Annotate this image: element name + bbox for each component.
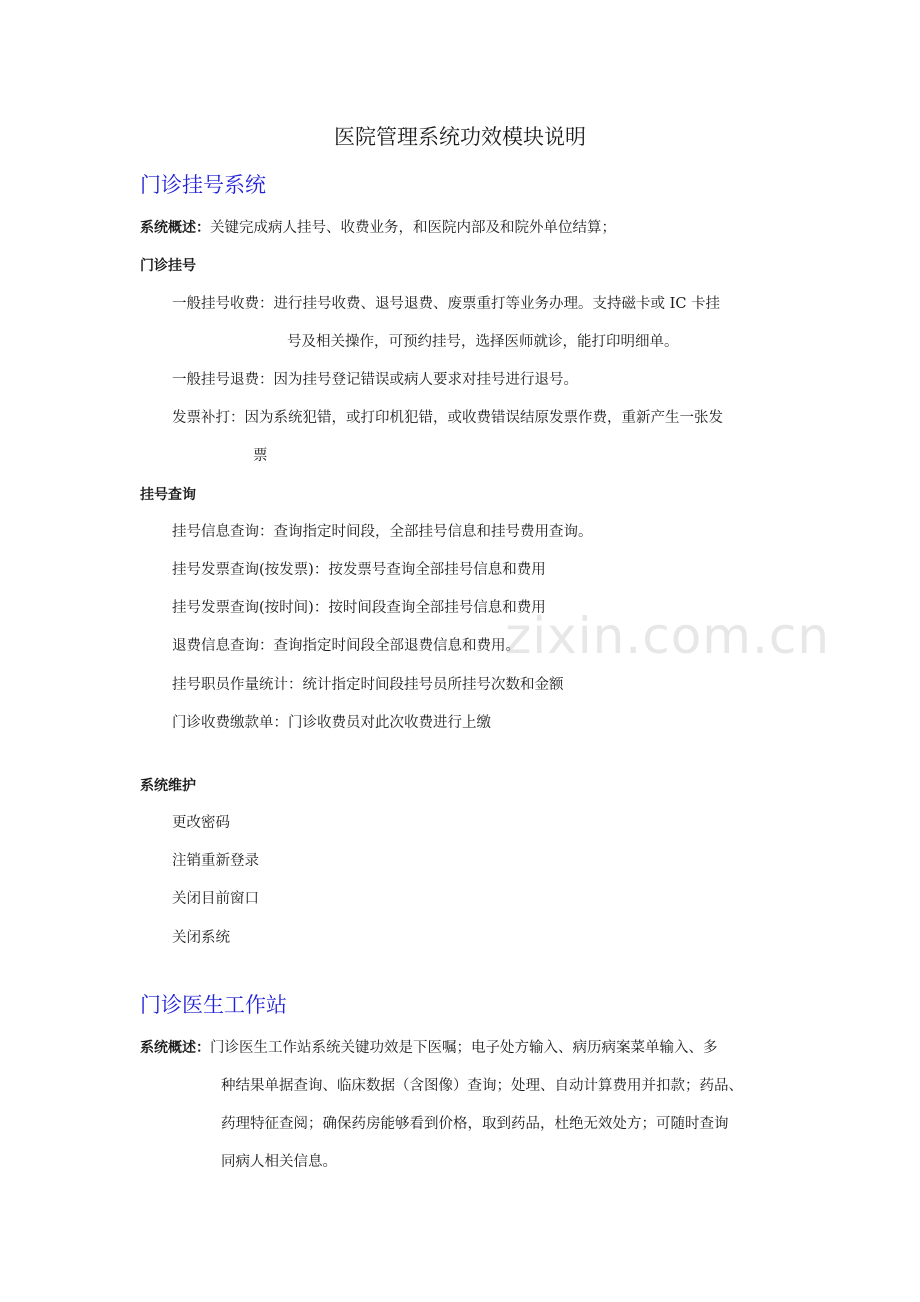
overview-paragraph — [140, 217, 616, 239]
item-text: 因为系统犯错，或打印机犯错，或收费错误结原发票作费，重新产生一张发 — [244, 410, 723, 426]
subheading-query: 挂号查询 — [140, 487, 196, 503]
overview-label: 系统概述： — [140, 220, 210, 236]
registration-item-continuation: 号及相关操作，可预约挂号，选择医师就诊，能打印明细单。 — [287, 334, 679, 350]
section-heading-doctor-workstation: 门诊医生工作站 — [140, 993, 287, 1017]
overview-label: 系统概述： — [140, 1040, 210, 1056]
subheading-maintenance: 系统维护 — [140, 778, 196, 794]
overview-paragraph-line: 药理特征查阅；确保药房能够看到价格，取到药品，杜绝无效处方；可随时查询 — [221, 1116, 729, 1132]
page-title: 医院管理系统功效模块说明 — [334, 125, 586, 149]
item-label: 一般挂号退费： — [172, 372, 274, 388]
section-heading-outpatient-registration: 门诊挂号系统 — [140, 173, 266, 197]
overview-paragraph-line: 种结果单据查询、临床数据（含图像）查询；处理、自动计算费用并扣款；药品、 — [221, 1078, 743, 1094]
query-item: 挂号发票查询(按发票)：按发票号查询全部挂号信息和费用 — [172, 562, 546, 578]
query-item: 退费信息查询：查询指定时间段全部退费信息和费用。 — [172, 638, 520, 654]
maintenance-item: 注销重新登录 — [172, 853, 259, 869]
item-label: 发票补打： — [172, 410, 245, 426]
maintenance-item: 关闭系统 — [172, 930, 230, 946]
watermark: zixin.com.cn — [505, 607, 831, 665]
maintenance-item: 更改密码 — [172, 815, 230, 831]
query-item: 挂号信息查询：查询指定时间段，全部挂号信息和挂号费用查询。 — [172, 524, 593, 540]
registration-item — [172, 293, 720, 315]
item-label: 一般挂号收费： — [172, 296, 274, 312]
overview-paragraph-line — [140, 1037, 718, 1059]
subheading-registration: 门诊挂号 — [140, 258, 196, 274]
overview-text: 关键完成病人挂号、收费业务，和医院内部及和院外单位结算； — [210, 220, 616, 236]
registration-item-continuation: 票 — [253, 448, 268, 464]
registration-item — [172, 369, 578, 391]
query-item: 挂号职员作量统计：统计指定时间段挂号员所挂号次数和金额 — [172, 677, 564, 693]
maintenance-item: 关闭目前窗口 — [172, 891, 259, 907]
registration-item — [172, 407, 723, 429]
overview-text: 门诊医生工作站系统关键功效是下医嘱；电子处方输入、病历病案菜单输入、多 — [210, 1040, 718, 1056]
query-item: 门诊收费缴款单：门诊收费员对此次收费进行上缴 — [172, 715, 491, 731]
query-item: 挂号发票查询(按时间)：按时间段查询全部挂号信息和费用 — [172, 600, 546, 616]
item-text: 因为挂号登记错误或病人要求对挂号进行退号。 — [273, 372, 578, 388]
overview-paragraph-line: 同病人相关信息。 — [221, 1154, 337, 1170]
item-text: 进行挂号收费、退号退费、废票重打等业务办理。支持磁卡或 IC 卡挂 — [273, 296, 721, 312]
